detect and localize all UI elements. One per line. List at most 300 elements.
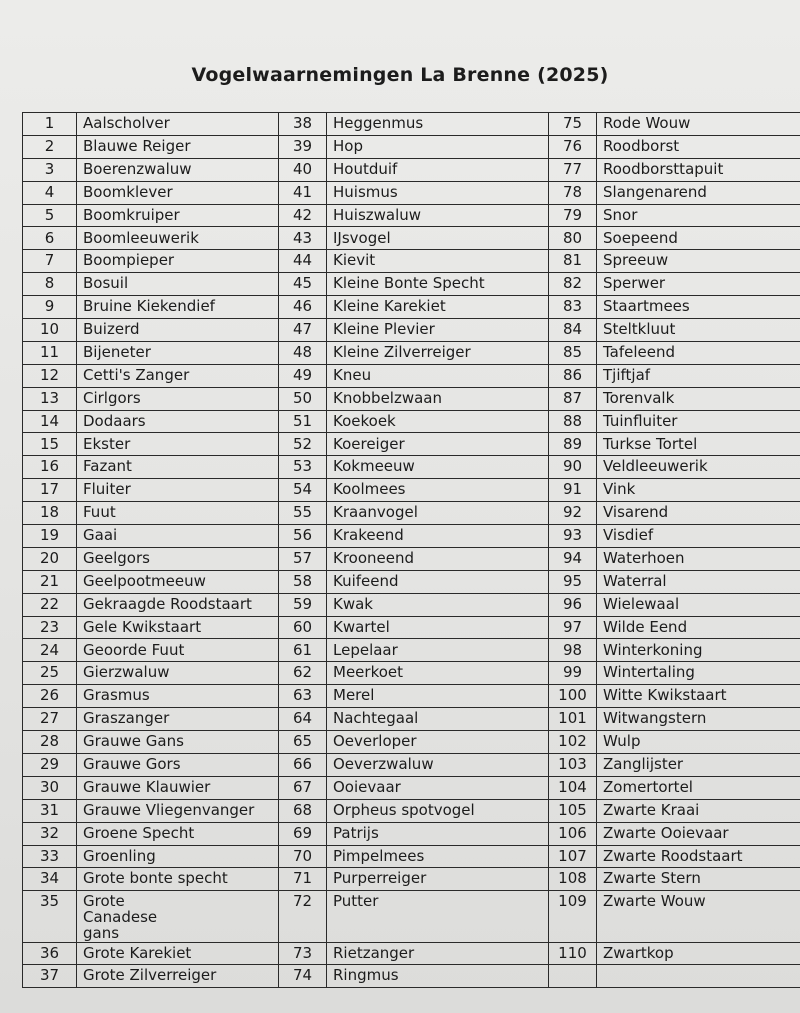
bird-name-text: Putter (333, 892, 379, 911)
table-row (23, 181, 800, 204)
bird-name-text: Witwangstern (603, 709, 707, 728)
table-row (23, 822, 800, 845)
bird-name-text: Kwak (333, 594, 373, 613)
bird-name (597, 479, 800, 502)
bird-number: 38 (279, 113, 327, 136)
bird-number: 107 (549, 845, 597, 868)
bird-name-text: Kleine Plevier (333, 320, 435, 339)
bird-name (327, 942, 549, 965)
table-row (23, 662, 800, 685)
bird-name-text: Witte Kwikstaart (603, 686, 727, 705)
bird-number: 87 (549, 387, 597, 410)
bird-name-text: Staartmees (603, 297, 690, 316)
bird-name (327, 387, 549, 410)
bird-number: 2 (23, 135, 77, 158)
bird-name (327, 593, 549, 616)
bird-number: 20 (23, 547, 77, 570)
bird-name-text: Wintertaling (603, 663, 695, 682)
bird-number: 9 (23, 296, 77, 319)
bird-name-text: Ekster (83, 434, 131, 453)
bird-name (597, 135, 800, 158)
bird-number: 21 (23, 570, 77, 593)
bird-name-text: Grote Canadese gans (83, 892, 158, 942)
page-title: Vogelwaarnemingen La Brenne (2025) (191, 64, 609, 86)
bird-number: 49 (279, 364, 327, 387)
bird-number: 106 (549, 822, 597, 845)
bird-name (597, 570, 800, 593)
bird-name-text: Wilde Eend (603, 617, 688, 636)
bird-number: 61 (279, 639, 327, 662)
bird-number: 39 (279, 135, 327, 158)
bird-name (597, 502, 800, 525)
bird-name (597, 868, 800, 891)
bird-number: 55 (279, 502, 327, 525)
table-row (23, 776, 800, 799)
bird-number: 72 (279, 891, 327, 942)
bird-name (597, 547, 800, 570)
bird-number: 69 (279, 822, 327, 845)
bird-number: 14 (23, 410, 77, 433)
bird-number: 29 (23, 753, 77, 776)
bird-name-text: Kwartel (333, 617, 390, 636)
bird-number: 74 (279, 965, 327, 988)
bird-name-text: Kleine Karekiet (333, 297, 446, 316)
table-row (23, 433, 800, 456)
bird-name-text: Gele Kwikstaart (83, 617, 202, 636)
bird-number: 104 (549, 776, 597, 799)
bird-name-text: Pimpelmees (333, 846, 425, 865)
bird-number: 60 (279, 616, 327, 639)
bird-name-text: Cetti's Zanger (83, 365, 190, 384)
bird-number: 44 (279, 250, 327, 273)
bird-name (77, 965, 279, 988)
bird-number: 3 (23, 158, 77, 181)
bird-name (597, 433, 800, 456)
table-row (23, 250, 800, 273)
bird-number: 102 (549, 731, 597, 754)
bird-name-text: Bruine Kiekendief (83, 297, 215, 316)
bird-number: 84 (549, 319, 597, 342)
table-row (23, 685, 800, 708)
bird-number: 88 (549, 410, 597, 433)
bird-name-text: Ringmus (333, 966, 399, 985)
bird-name (77, 845, 279, 868)
bird-name (597, 319, 800, 342)
table-row (23, 799, 800, 822)
bird-number: 89 (549, 433, 597, 456)
bird-name (327, 250, 549, 273)
bird-number: 103 (549, 753, 597, 776)
bird-name-text: Steltkluut (603, 320, 676, 339)
bird-name-text: Tafeleend (603, 342, 676, 361)
bird-number: 86 (549, 364, 597, 387)
bird-name (597, 685, 800, 708)
bird-name (327, 799, 549, 822)
bird-number: 7 (23, 250, 77, 273)
bird-number: 77 (549, 158, 597, 181)
bird-name-text: Hop (333, 136, 363, 155)
bird-name (77, 341, 279, 364)
bird-number: 73 (279, 942, 327, 965)
bird-name (597, 753, 800, 776)
bird-name (327, 158, 549, 181)
bird-number: 30 (23, 776, 77, 799)
bird-number: 51 (279, 410, 327, 433)
bird-number: 66 (279, 753, 327, 776)
bird-name-text: Roodborst (603, 136, 680, 155)
bird-name-text: Zanglijster (603, 755, 684, 773)
bird-name-text: Buizerd (83, 320, 140, 339)
bird-name (597, 639, 800, 662)
bird-name (327, 410, 549, 433)
table-row (23, 639, 800, 662)
bird-number: 59 (279, 593, 327, 616)
bird-name-text: Gierzwaluw (83, 663, 170, 682)
bird-name-text: Cirlgors (83, 388, 141, 407)
bird-name (327, 341, 549, 364)
bird-name-text: Sperwer (603, 274, 666, 293)
table-row (23, 341, 800, 364)
bird-number: 25 (23, 662, 77, 685)
bird-name-text: Turkse Tortel (603, 434, 698, 453)
bird-name-text: Dodaars (83, 411, 146, 430)
bird-name-text: Fluiter (83, 480, 131, 499)
bird-name (597, 845, 800, 868)
bird-number: 76 (549, 135, 597, 158)
bird-name-text: Grasmus (83, 686, 150, 705)
bird-name (77, 868, 279, 891)
table-row (23, 525, 800, 548)
bird-number: 47 (279, 319, 327, 342)
bird-name (327, 502, 549, 525)
bird-name-text: Kuifeend (333, 571, 399, 590)
bird-name-text: Kievit (333, 251, 376, 270)
bird-name (77, 822, 279, 845)
bird-name (77, 799, 279, 822)
bird-name (77, 525, 279, 548)
bird-number: 11 (23, 341, 77, 364)
bird-name-text: Oeverzwaluw (333, 755, 434, 773)
bird-number: 18 (23, 502, 77, 525)
bird-number: 71 (279, 868, 327, 891)
bird-number: 50 (279, 387, 327, 410)
bird-name (327, 639, 549, 662)
table-row (23, 965, 800, 988)
bird-number: 81 (549, 250, 597, 273)
bird-name-text: Boerenzwaluw (83, 159, 192, 178)
bird-name (77, 158, 279, 181)
table-row (23, 868, 800, 891)
bird-name (77, 113, 279, 136)
bird-name-text: Orpheus spotvogel (333, 800, 475, 819)
bird-number: 34 (23, 868, 77, 891)
bird-name (327, 456, 549, 479)
bird-number: 15 (23, 433, 77, 456)
bird-name (77, 731, 279, 754)
bird-name-text: Wielewaal (603, 594, 680, 613)
bird-name-text: Zwartkop (603, 943, 674, 962)
table-row (23, 296, 800, 319)
bird-name-text: Snor (603, 205, 638, 224)
bird-number: 23 (23, 616, 77, 639)
bird-number: 13 (23, 387, 77, 410)
bird-name-text: Veldleeuwerik (603, 457, 708, 476)
bird-name-text: Koereiger (333, 434, 405, 453)
bird-name-text: Kraanvogel (333, 503, 418, 522)
bird-name-text: Winterkoning (603, 640, 703, 659)
table-row (23, 204, 800, 227)
bird-name-text: Visarend (603, 503, 669, 522)
bird-name (327, 845, 549, 868)
bird-number: 101 (549, 708, 597, 731)
bird-number: 1 (23, 113, 77, 136)
bird-name-text: Grote Karekiet (83, 943, 192, 962)
bird-name-text: Oeverloper (333, 732, 417, 751)
bird-name-text: Zwarte Ooievaar (603, 823, 729, 842)
bird-number: 35 (23, 891, 77, 942)
bird-name-text: Zwarte Roodstaart (603, 846, 743, 865)
bird-name-text: Aalscholver (83, 114, 170, 133)
bird-number: 100 (549, 685, 597, 708)
bird-number: 40 (279, 158, 327, 181)
table-row (23, 942, 800, 965)
bird-number: 95 (549, 570, 597, 593)
bird-name (327, 685, 549, 708)
bird-number: 110 (549, 942, 597, 965)
bird-number: 62 (279, 662, 327, 685)
bird-name (327, 868, 549, 891)
bird-number: 12 (23, 364, 77, 387)
bird-number: 19 (23, 525, 77, 548)
table-row (23, 570, 800, 593)
bird-name-text: Kokmeeuw (333, 457, 415, 476)
bird-name-text: Patrijs (333, 823, 379, 842)
table-row (23, 845, 800, 868)
bird-number: 92 (549, 502, 597, 525)
bird-number: 68 (279, 799, 327, 822)
bird-name-text: Kneu (333, 365, 372, 384)
bird-name-text: Grote bonte specht (83, 869, 228, 888)
table-row (23, 319, 800, 342)
bird-name (327, 113, 549, 136)
bird-name-text: Lepelaar (333, 640, 398, 659)
bird-name (77, 708, 279, 731)
bird-number: 6 (23, 227, 77, 250)
bird-name (77, 135, 279, 158)
bird-name-text: Bijeneter (83, 342, 151, 361)
bird-name-text: Visdief (603, 526, 654, 545)
table-row (23, 593, 800, 616)
bird-name-text: Rietzanger (333, 943, 415, 962)
bird-name (77, 616, 279, 639)
bird-number (549, 965, 597, 988)
bird-name-text: Zwarte Wouw (603, 892, 706, 911)
bird-name (77, 364, 279, 387)
bird-number: 52 (279, 433, 327, 456)
bird-number: 36 (23, 942, 77, 965)
bird-number: 70 (279, 845, 327, 868)
bird-number: 91 (549, 479, 597, 502)
bird-number: 90 (549, 456, 597, 479)
bird-number: 109 (549, 891, 597, 942)
bird-name-text: Rode Wouw (603, 114, 691, 133)
bird-name (77, 753, 279, 776)
bird-number: 75 (549, 113, 597, 136)
table-row (23, 135, 800, 158)
table-row (23, 410, 800, 433)
bird-name (597, 965, 800, 988)
bird-name (77, 204, 279, 227)
bird-name (77, 942, 279, 965)
bird-name (77, 227, 279, 250)
bird-name (597, 181, 800, 204)
bird-name-text: Waterral (603, 571, 667, 590)
bird-name (597, 731, 800, 754)
bird-number: 78 (549, 181, 597, 204)
bird-name (327, 204, 549, 227)
bird-name-text: Koolmees (333, 480, 406, 499)
bird-name-text: Boomklever (83, 182, 173, 201)
bird-name-text: Vink (603, 480, 636, 499)
bird-number: 96 (549, 593, 597, 616)
bird-number: 99 (549, 662, 597, 685)
bird-name-text: Zwarte Stern (603, 869, 701, 888)
bird-name-text: Grauwe Gors (83, 755, 181, 773)
bird-name (327, 364, 549, 387)
bird-number: 80 (549, 227, 597, 250)
bird-name (77, 593, 279, 616)
bird-number: 45 (279, 273, 327, 296)
bird-number: 8 (23, 273, 77, 296)
bird-number: 31 (23, 799, 77, 822)
bird-name-text: Grauwe Vliegenvanger (83, 800, 255, 819)
bird-name-text: Fuut (83, 503, 116, 522)
bird-number: 83 (549, 296, 597, 319)
table-row (23, 502, 800, 525)
bird-name-text: Koekoek (333, 411, 396, 430)
bird-number: 93 (549, 525, 597, 548)
bird-number: 54 (279, 479, 327, 502)
bird-number: 41 (279, 181, 327, 204)
bird-name (77, 547, 279, 570)
bird-number: 32 (23, 822, 77, 845)
bird-number: 63 (279, 685, 327, 708)
bird-name-text: Meerkoet (333, 663, 404, 682)
bird-name-text: Kleine Zilverreiger (333, 342, 471, 361)
table-row (23, 113, 800, 136)
bird-name (77, 433, 279, 456)
bird-name-text: Krakeend (333, 526, 404, 545)
bird-name (597, 525, 800, 548)
bird-name-text: Geoorde Fuut (83, 640, 185, 659)
bird-number: 56 (279, 525, 327, 548)
bird-number: 64 (279, 708, 327, 731)
bird-number: 85 (549, 341, 597, 364)
bird-name-text: Spreeuw (603, 251, 669, 270)
bird-name (327, 662, 549, 685)
bird-name-text: Ooievaar (333, 777, 401, 796)
bird-name-text: Grote Zilverreiger (83, 966, 217, 985)
bird-name (327, 776, 549, 799)
bird-number: 97 (549, 616, 597, 639)
bird-number: 22 (23, 593, 77, 616)
bird-name (597, 799, 800, 822)
bird-name (77, 410, 279, 433)
bird-name-text: Heggenmus (333, 114, 424, 133)
bird-name (597, 227, 800, 250)
bird-name-text: Groene Specht (83, 823, 195, 842)
table-row (23, 616, 800, 639)
bird-name-text: Boompieper (83, 251, 175, 270)
bird-number: 28 (23, 731, 77, 754)
bird-name (597, 708, 800, 731)
bird-name (597, 273, 800, 296)
bird-name (327, 319, 549, 342)
table-row (23, 158, 800, 181)
bird-name-text: Merel (333, 686, 375, 705)
bird-name (327, 753, 549, 776)
bird-number: 10 (23, 319, 77, 342)
table-row (23, 364, 800, 387)
bird-name (77, 456, 279, 479)
bird-name-text: Zomertortel (603, 777, 693, 796)
bird-name (597, 364, 800, 387)
bird-name (77, 479, 279, 502)
bird-name-text: Geelpootmeeuw (83, 571, 206, 590)
bird-name (77, 273, 279, 296)
bird-number: 5 (23, 204, 77, 227)
bird-name (597, 456, 800, 479)
bird-name (597, 891, 800, 942)
bird-number: 105 (549, 799, 597, 822)
bird-name-text: Geelgors (83, 548, 150, 567)
bird-name-text: Bosuil (83, 274, 129, 293)
bird-name-text: Blauwe Reiger (83, 136, 191, 155)
bird-name (597, 158, 800, 181)
bird-number: 57 (279, 547, 327, 570)
bird-name (327, 616, 549, 639)
bird-name (597, 616, 800, 639)
bird-number: 58 (279, 570, 327, 593)
table-row (23, 227, 800, 250)
bird-number: 53 (279, 456, 327, 479)
bird-name-text: Purperreiger (333, 869, 427, 888)
bird-name (327, 135, 549, 158)
bird-name (597, 296, 800, 319)
bird-name-text: Fazant (83, 457, 132, 476)
bird-name-text: Kleine Bonte Specht (333, 274, 485, 293)
bird-name (597, 387, 800, 410)
bird-number: 65 (279, 731, 327, 754)
bird-name (77, 250, 279, 273)
bird-name (597, 113, 800, 136)
bird-name (327, 570, 549, 593)
bird-name-text: Boomkruiper (83, 205, 180, 224)
bird-name (77, 296, 279, 319)
bird-name-text: Grauwe Klauwier (83, 777, 211, 796)
bird-name-text: Groenling (83, 846, 156, 865)
bird-name (327, 891, 549, 942)
table-row (23, 547, 800, 570)
bird-number: 37 (23, 965, 77, 988)
bird-number: 16 (23, 456, 77, 479)
bird-name (597, 250, 800, 273)
bird-name (327, 731, 549, 754)
bird-name (597, 822, 800, 845)
bird-name (327, 227, 549, 250)
bird-number: 33 (23, 845, 77, 868)
bird-name-text: Knobbelzwaan (333, 388, 442, 407)
